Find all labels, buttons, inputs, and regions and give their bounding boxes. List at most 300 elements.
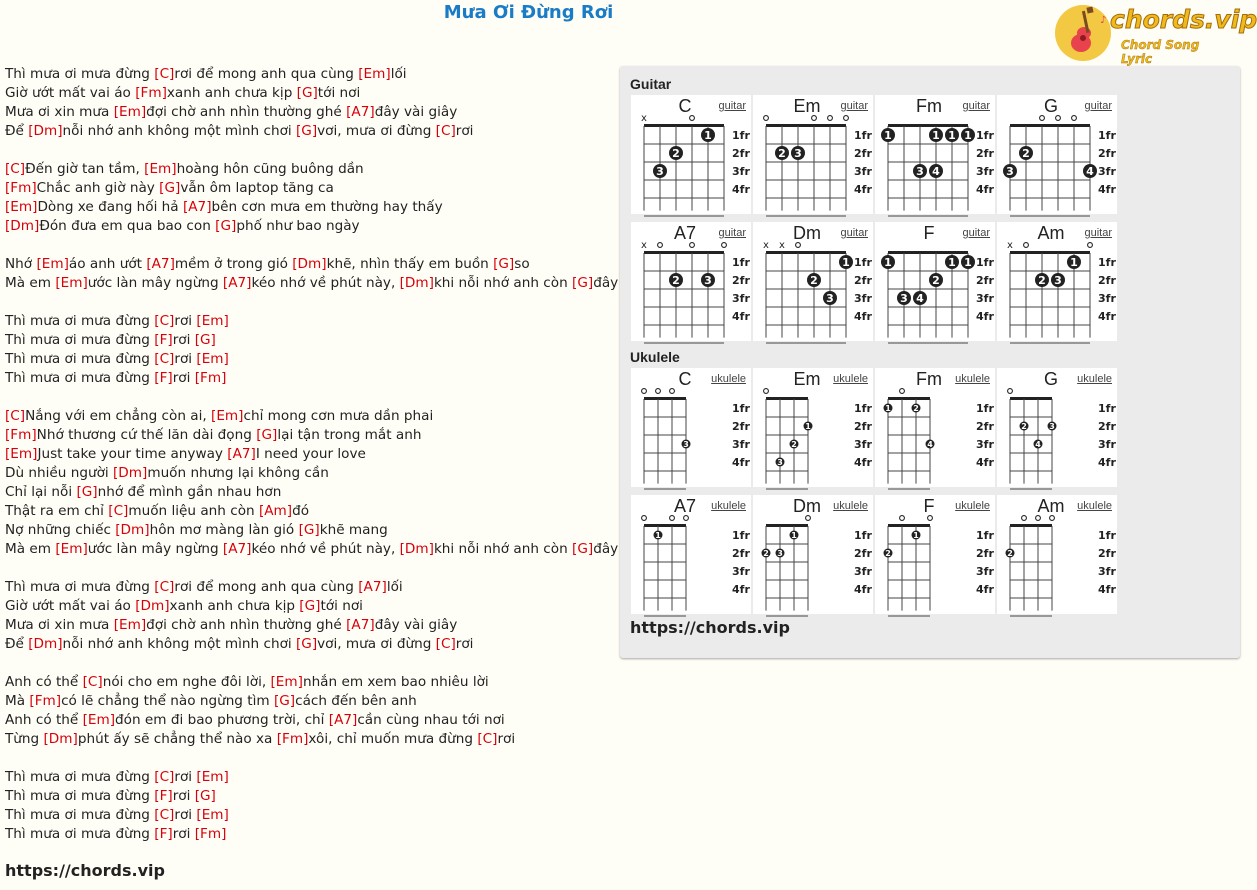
lyric-line [5,806,617,825]
guitar-chord-link[interactable]: guitar [962,227,990,239]
footer-link[interactable]: https://chords.vip [5,861,165,880]
finger-number: 3 [1054,274,1062,287]
blank-line [5,654,617,673]
fret-number-label: 4fr [732,583,750,596]
fret-number-label: 3fr [976,438,994,451]
finger-number: 1 [842,256,850,269]
chord-tag[interactable]: [G] [194,332,216,348]
chord-tag[interactable]: [Em] [82,712,116,728]
guitar-chord-card-g[interactable] [997,95,1117,214]
lyric-line [5,787,617,806]
chord-tag[interactable]: [A7] [346,104,375,120]
lyric-line [5,331,617,350]
guitar-chord-card-dm[interactable] [753,222,873,341]
lyric-text: kéo nhớ về phút này, [251,275,400,291]
chord-tag[interactable]: [F] [154,788,173,804]
fret-number-label: 1fr [732,402,750,415]
finger-number: 2 [1021,422,1027,431]
chord-tag[interactable]: [Em] [5,446,38,462]
chord-tag[interactable]: [G] [572,541,594,557]
finger-number: 3 [1049,422,1055,431]
chord-tag[interactable]: [F] [154,370,173,386]
lyric-text: cần cùng nhau tới nơi [357,712,505,728]
lyric-text: khẽ mang [319,522,388,538]
guitar-chord-card-am[interactable] [997,222,1117,341]
lyric-text: Thì mưa ơi mưa đừng [5,788,155,804]
chord-tag[interactable]: [A7] [358,579,387,595]
chord-tag[interactable]: [C] [108,503,129,519]
lyric-text: rơi [497,731,516,747]
lyric-text: tới nơi [320,598,363,614]
lyric-text: rơi [172,826,195,842]
nut-line [1010,251,1090,254]
lyric-text: lối [390,66,407,82]
guitar-chord-link[interactable]: guitar [718,100,746,112]
chord-tag[interactable]: [Em] [196,807,229,823]
chord-tag[interactable]: [C] [5,408,26,424]
lyric-text: ước làn mây ngừng [87,541,223,557]
ukulele-chord-link[interactable]: ukulele [1077,373,1112,385]
lyric-text: I need your love [255,446,366,462]
lyric-line [5,84,617,103]
fret-number-label: 2fr [732,147,750,160]
chord-tag[interactable]: [F] [154,826,173,842]
nut-line [888,251,968,254]
lyric-text: muốn liệu anh còn [128,503,259,519]
ukulele-chord-link[interactable]: ukulele [955,373,990,385]
lyric-line [5,578,617,597]
chord-tag[interactable]: [F] [154,332,173,348]
lyric-line [5,65,617,84]
chord-tag[interactable]: [Em] [196,351,229,367]
chord-tag[interactable]: [C] [435,123,456,139]
ukulele-chord-card-em[interactable] [753,368,873,487]
fret-number-label: 1fr [732,129,750,142]
chord-name: Am [1037,223,1065,243]
chord-tag[interactable]: [G] [159,180,181,196]
lyric-text: đây [593,275,619,291]
lyric-text: đợi chờ anh nhìn thường ghé [146,617,347,633]
finger-number: 2 [1007,549,1013,558]
ukulele-chord-link[interactable]: ukulele [1077,500,1112,512]
svg-text:♪: ♪ [1100,15,1107,26]
ukulele-chord-link[interactable]: ukulele [955,500,990,512]
lyric-line [5,179,617,198]
lyric-text: nỗi nhớ anh không một mình chơi [62,636,296,652]
chord-tag[interactable]: [Fm] [5,427,37,443]
chord-tag[interactable]: [A7] [227,446,256,462]
lyric-text: đón em đi bao phương trời, chỉ [115,712,329,728]
finger-number: 1 [948,256,956,269]
ukulele-section-label: Ukulele [630,349,680,365]
fret-number-label: 4fr [1098,183,1116,196]
chord-tag[interactable]: [C] [82,674,103,690]
fret-number-label: 1fr [732,529,750,542]
lyric-line [5,730,617,749]
ukulele-chord-card-fm[interactable] [875,368,995,487]
finger-number: 2 [672,147,680,160]
chord-tag[interactable]: [G] [256,427,278,443]
lyric-line [5,616,617,635]
chord-tag[interactable]: [Fm] [5,180,37,196]
finger-number: 2 [1022,147,1030,160]
finger-number: 2 [763,549,769,558]
lyric-text: đây [593,541,619,557]
nut-line [1010,524,1052,527]
lyric-text: Mưa ơi xin mưa [5,617,114,633]
chord-tag[interactable]: [C] [154,579,175,595]
lyric-text: Nắng với em chẳng còn ai, [25,408,212,424]
guitar-chord-link[interactable]: guitar [718,227,746,239]
fret-number-label: 3fr [976,565,994,578]
chord-tag[interactable]: [C] [477,731,498,747]
finger-number: 4 [927,440,933,449]
lyric-text: hôn mơ màng làn gió [149,522,299,538]
chord-tag[interactable]: [G] [273,693,296,709]
fret-number-label: 1fr [854,529,872,542]
lyric-text: rơi [172,788,195,804]
finger-number: 3 [1006,165,1014,178]
fret-number-label: 4fr [976,310,994,323]
guitar-chord-card-fm[interactable] [875,95,995,214]
blank-line [5,388,617,407]
chord-tag[interactable]: [Dm] [43,731,78,747]
lyric-text: Anh có thể [5,712,83,728]
finger-number: 2 [885,549,891,558]
chord-tag[interactable]: [Dm] [113,465,148,481]
lyric-text: rơi [455,636,474,652]
finger-number: 1 [884,256,892,269]
lyric-text: Nhớ thương cứ thế lăn dài đọng [36,427,257,443]
chord-tag[interactable]: [Em] [36,256,69,272]
fret-number-label: 2fr [1098,547,1116,560]
lyric-text: Thì mưa ơi mưa đừng [5,66,155,82]
nut-line [766,397,808,400]
lyric-text: xanh anh chưa kịp [166,85,297,101]
fret-number-label: 2fr [976,147,994,160]
chord-tag[interactable]: [Dm] [399,541,434,557]
muted-string-marker: x [763,240,769,251]
lyric-text: rơi [174,807,197,823]
lyric-text: Nợ những chiếc [5,522,116,538]
ukulele-chord-link[interactable]: ukulele [833,500,868,512]
lyric-line [5,122,617,141]
finger-number: 3 [777,458,783,467]
lyric-text: Dù nhiều người [5,465,113,481]
guitar-chord-card-f[interactable] [875,222,995,341]
chord-name: C [678,369,692,389]
chord-tag[interactable]: [G] [493,256,515,272]
chord-tag[interactable]: [Dm] [5,218,40,234]
guitar-chord-link[interactable]: guitar [962,100,990,112]
finger-number: 1 [884,129,892,142]
chord-tag[interactable]: [Dm] [135,598,170,614]
lyric-line [5,711,617,730]
chord-diagram-panel [620,66,1240,658]
lyric-text: phút ấy sẽ chẳng thể nào xa [77,731,277,747]
lyric-text: Đón đưa em qua bao con [39,218,216,234]
chord-tag[interactable]: [Fm] [194,370,227,386]
lyric-text: so [514,256,530,272]
fret-number-label: 4fr [1098,310,1116,323]
lyric-text: Giờ ướt mất vai áo [5,598,136,614]
lyric-text: ước làn mây ngừng [87,275,223,291]
chord-tag[interactable]: [Em] [113,104,147,120]
fret-number-label: 1fr [854,129,872,142]
lyric-text: rơi để mong anh qua cùng [174,66,359,82]
chord-tag[interactable]: [Fm] [135,85,167,101]
fret-number-label: 3fr [732,438,750,451]
chord-tag[interactable]: [G] [295,123,318,139]
muted-string-marker: x [1007,240,1013,251]
chord-tag[interactable]: [Fm] [194,826,227,842]
chord-tag[interactable]: [Am] [258,503,293,519]
lyric-text: phố như bao ngày [236,218,360,234]
chord-name: Dm [793,223,821,243]
chord-tag[interactable]: [G] [194,788,216,804]
lyric-text: Giờ ướt mất vai áo [5,85,136,101]
lyrics-block [5,65,617,844]
lyric-text: Thật ra em chỉ [5,503,109,519]
chord-tag[interactable]: [G] [299,598,321,614]
lyric-line [5,369,617,388]
chord-tag[interactable]: [Em] [55,541,88,557]
fret-number-label: 4fr [1098,583,1116,596]
lyric-line [5,445,617,464]
fret-number-label: 2fr [854,147,872,160]
nut-line [1010,124,1090,127]
fret-number-label: 4fr [854,183,872,196]
ukulele-chord-link[interactable]: ukulele [711,373,746,385]
finger-number: 3 [656,165,664,178]
finger-number: 4 [932,165,940,178]
fret-number-label: 2fr [976,547,994,560]
ukulele-chord-link[interactable]: ukulele [833,373,868,385]
song-title: Mưa Ơi Đừng Rơi [443,2,614,23]
lyric-text: Thì mưa ơi mưa đừng [5,313,155,329]
fret-number-label: 3fr [1098,292,1116,305]
chord-tag[interactable]: [Em] [144,161,177,177]
lyric-text: rơi [174,769,197,785]
site-logo[interactable] [1054,3,1257,66]
lyric-text: rơi [174,313,197,329]
lyric-text: Mà [5,693,30,709]
finger-number: 1 [704,129,712,142]
ukulele-chord-card-a7[interactable] [631,495,751,614]
lyric-text: đây vài giây [374,617,458,633]
fret-number-label: 1fr [1098,129,1116,142]
chord-tag[interactable]: [Dm] [115,522,150,538]
fret-number-label: 4fr [854,456,872,469]
nut-line [888,397,930,400]
chord-tag[interactable]: [Em] [270,674,303,690]
chord-tag[interactable]: [Dm] [292,256,327,272]
ukulele-chord-card-dm[interactable] [753,495,873,614]
lyric-text: có lẽ chẳng thể nào ngừng tìm [61,693,274,709]
chord-tag[interactable]: [A7] [222,541,252,557]
fret-number-label: 3fr [854,292,872,305]
lyric-text: Đến giờ tan tầm, [25,161,145,177]
finger-number: 2 [1038,274,1046,287]
lyric-text: kéo nhớ về phút này, [251,541,400,557]
nut-line [644,124,724,127]
lyric-text: áo anh ướt [68,256,147,272]
guitar-chord-link[interactable]: guitar [1084,227,1112,239]
chord-tag[interactable]: [C] [435,636,456,652]
chord-tag[interactable]: [C] [154,66,175,82]
lyric-text: mềm ở trong gió [174,256,293,272]
finger-number: 2 [913,404,919,413]
lyric-line [5,825,617,844]
lyric-text: Mà em [5,275,56,291]
guitar-chord-card-c[interactable] [631,95,751,214]
fret-number-label: 2fr [976,274,994,287]
guitar-chord-link[interactable]: guitar [1084,100,1112,112]
lyric-text: vẫn ôm laptop tăng ca [180,180,334,196]
finger-number: 1 [1070,256,1078,269]
fret-number-label: 1fr [1098,256,1116,269]
lyric-text: nhớ để mình gần nhau hơn [97,484,282,500]
lyric-text: xanh anh chưa kịp [169,598,300,614]
fret-number-label: 1fr [976,402,994,415]
muted-string-marker: x [641,240,647,251]
finger-number: 4 [1086,165,1094,178]
lyric-line [5,160,617,179]
fret-number-label: 1fr [1098,402,1116,415]
lyric-text: rơi để mong anh qua cùng [174,579,359,595]
chord-tag[interactable]: [Em] [211,408,244,424]
lyric-text: Thì mưa ơi mưa đừng [5,351,155,367]
lyric-text: Để [5,636,29,652]
guitar-chord-card-em[interactable] [753,95,873,214]
finger-number: 4 [916,292,924,305]
lyric-text: Để [5,123,29,139]
lyric-text: Just take your time anyway [37,446,228,462]
chord-name: C [678,96,692,116]
nut-line [888,124,968,127]
chord-tag[interactable]: [G] [76,484,98,500]
chord-tag[interactable]: [A7] [182,199,212,215]
finger-number: 3 [683,440,689,449]
chord-tag[interactable]: [G] [296,85,318,101]
guitar-chord-link[interactable]: guitar [840,100,868,112]
ukulele-chord-link[interactable]: ukulele [711,500,746,512]
ukulele-chord-card-f[interactable] [875,495,995,614]
lyric-text: Thì mưa ơi mưa đừng [5,579,155,595]
chord-tag[interactable]: [Em] [113,617,147,633]
chord-tag[interactable]: [C] [154,769,175,785]
fret-number-label: 4fr [976,183,994,196]
lyric-text: rơi [174,351,197,367]
lyric-line [5,635,617,654]
lyric-line [5,597,617,616]
lyric-text: rơi [172,370,195,386]
finger-number: 2 [791,440,797,449]
ukulele-chord-card-am[interactable] [997,495,1117,614]
finger-number: 2 [778,147,786,160]
fret-number-label: 2fr [732,547,750,560]
lyric-text: khẽ, nhìn thấy em buồn [326,256,494,272]
lyric-line [5,768,617,787]
chord-tag[interactable]: [A7] [146,256,175,272]
nut-line [766,124,846,127]
chord-tag[interactable]: [C] [5,161,26,177]
blank-line [5,141,617,160]
lyric-text: vơi, mưa ơi đừng [317,123,436,139]
chord-tag[interactable]: [C] [154,313,175,329]
fret-number-label: 3fr [976,292,994,305]
lyric-text: Mưa ơi xin mưa [5,104,114,120]
chord-tag[interactable]: [C] [154,351,175,367]
lyric-text: vơi, mưa ơi đừng [317,636,436,652]
chord-tag[interactable]: [G] [295,636,318,652]
chord-tag[interactable]: [Em] [55,275,88,291]
finger-number: 1 [913,531,919,540]
lyric-text: tới nơi [317,85,361,101]
lyric-text: nhắn em xem bao nhiêu lời [302,674,489,690]
lyric-line [5,217,617,236]
lyric-text: xôi, chỉ muốn mưa đừng [308,731,478,747]
finger-number: 2 [672,274,680,287]
fret-number-label: 2fr [854,274,872,287]
chord-tag[interactable]: [Fm] [276,731,309,747]
fret-number-label: 3fr [1098,565,1116,578]
lyric-text: Dòng xe đang hối hả [37,199,183,215]
chord-tag[interactable]: [G] [215,218,237,234]
chord-tag[interactable]: [Em] [358,66,391,82]
chord-tag[interactable]: [C] [154,807,175,823]
muted-string-marker: x [779,240,785,251]
panel-link[interactable]: https://chords.vip [630,618,790,637]
fret-number-label: 4fr [976,456,994,469]
nut-line [644,251,724,254]
ukulele-chord-card-c[interactable] [631,368,751,487]
lyric-line [5,464,617,483]
guitar-chord-card-a7[interactable] [631,222,751,341]
lyric-text: đây vài giây [374,104,458,120]
chord-tag[interactable]: [A7] [222,275,252,291]
lyric-text: nỗi nhớ anh không một mình chơi [62,123,296,139]
lyric-text: Mà em [5,541,56,557]
chord-tag[interactable]: [Fm] [29,693,62,709]
chord-tag[interactable]: [G] [572,275,594,291]
fret-number-label: 3fr [732,565,750,578]
chord-tag[interactable]: [G] [298,522,320,538]
guitar-section-label: Guitar [630,76,672,92]
fret-number-label: 4fr [854,583,872,596]
chord-tag[interactable]: [A7] [346,617,375,633]
fret-number-label: 4fr [732,310,750,323]
chord-tag[interactable]: [Dm] [28,636,63,652]
chord-tag[interactable]: [Dm] [399,275,434,291]
chord-tag[interactable]: [Dm] [28,123,63,139]
chord-tag[interactable]: [Em] [196,769,229,785]
guitar-chord-link[interactable]: guitar [840,227,868,239]
nut-line [766,524,808,527]
nut-line [1010,397,1052,400]
chord-tag[interactable]: [Em] [5,199,38,215]
lyric-text: khi nỗi nhớ anh còn [433,275,573,291]
fret-number-label: 4fr [1098,456,1116,469]
finger-number: 3 [900,292,908,305]
lyric-text: Thì mưa ơi mưa đừng [5,332,155,348]
chord-name: A7 [673,223,697,243]
ukulele-chord-card-g[interactable] [997,368,1117,487]
fret-number-label: 2fr [1098,420,1116,433]
chord-tag[interactable]: [A7] [328,712,358,728]
chord-tag[interactable]: [Em] [196,313,229,329]
fret-number-label: 3fr [854,165,872,178]
